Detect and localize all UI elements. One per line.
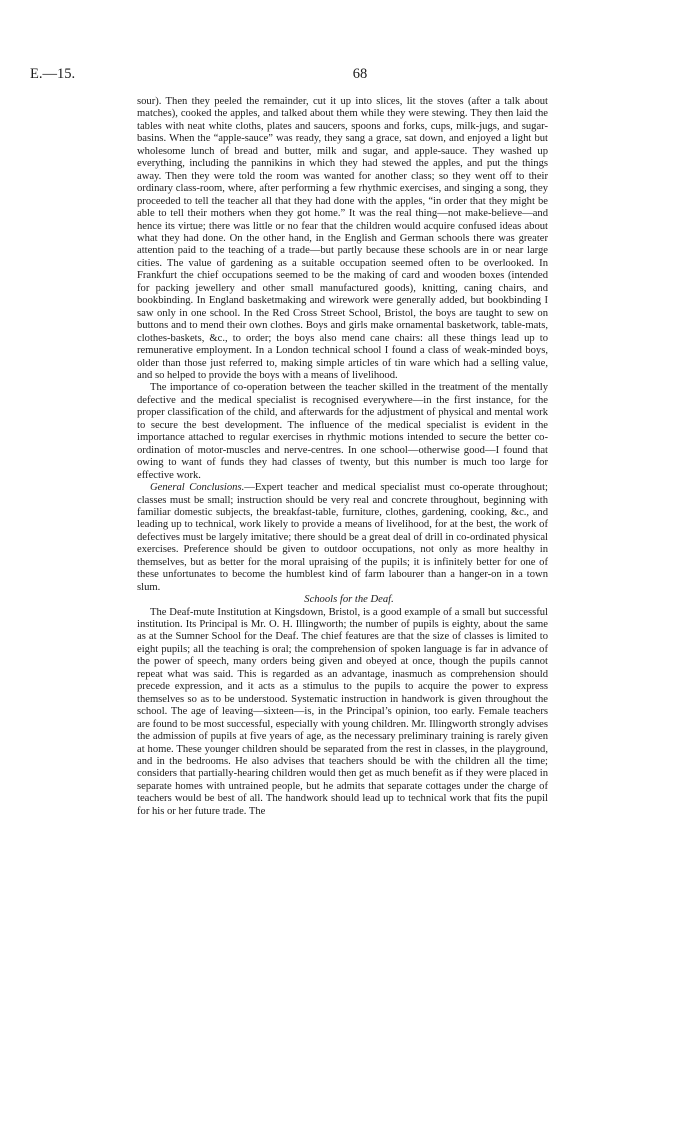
section-heading: Schools for the Deaf. — [304, 594, 394, 606]
side-heading: General Conclusions. — [150, 482, 245, 494]
paragraph-text: —Expert teacher and medical specialist must co-operate throughout; classes must be small; instruction should be very real and concrete throughout, beginning with familiar domestic subjects, the breakfast-table, furniture, clothes, gardening, cooking, &c., and leading up to technical, work likely to provide a means of livelihood, for at the best, the work of defectives must be largely imitative; there should be a great deal of drill in co-ordinated physical exercises. Preference should be given to outdoor occupations, not only as more healthy in themselves, but as better for the moral upraising of the pupils; it is infinitely better for one of these unfortunates to become the humblest kind of farm labourer than a hanger-on in a town slum. — [137, 482, 548, 593]
page-reference: E.—15. — [30, 66, 76, 82]
page-header — [30, 66, 670, 86]
paragraph: The Deaf-mute Institution at Kingsdown, Bristol, is a good example of a small but successful institution. Its Principal is Mr. O. H. Illingworth; the number of pupils is eighty, about the same as at the Sumner School for the Deaf. The chief features are that the size of classes is limited to eight pupils; all the teaching is oral; the comprehension of spoken language is far in advance of the power of speech, many orders being given and obeyed at once, though the pupils cannot repeat what was said. This is regarded as an advantage, inasmuch as comprehension should precede expression, and it acts as a stimulus to the pupils to acquire the power to express themselves so as to be understood. Systematic instruction in handwork is given throughout the school. The age of leaving—sixteen—is, in the Principal’s opinion, too early. Female teachers are found to be most successful, especially with young children. Mr. Illingworth strongly advises the admission of pupils at five years of age, as the necessary preliminary training is rarely given at home. These younger children should be separated from the rest in classes, in the playground, and in the bedrooms. He also advises that teachers should be with the children all the time; considers that partially-hearing children would then get as much benefit as if they were placed in separate homes with untrained people, but he admits that separate cottages under the charge of teachers would be best of all. The handwork should lead up to technical work that fits the pupil for his or her future trade. The — [137, 606, 548, 817]
body-text — [137, 96, 548, 818]
paragraph: sour). Then they peeled the remainder, cut it up into slices, lit the stoves (after a talk about matches), cooked the apples, and talked about them while they were stewing. They then laid the tables with neat white cloths, plates and saucers, spoons and forks, cups, milk-jugs, and sugar-basins. When the “apple-sauce” was ready, they sang a grace, sat down, and enjoyed a light but wholesome lunch of bread and butter, milk and sugar, and apple-sauce. They washed up everything, including the pannikins in which they had stewed the apples, and put the things away. Then they were told the room was wanted for another class; so they went off to their ordinary class-room, where, after performing a few rhythmic exercises, and singing a song, they proceeded to tell the teacher all that they had done with the apples, “in order that they might be able to tell their mothers when they got home.” It was the real thing—not make-believe—and hence its virtue; there was little or no fear that the children would acquire confused ideas about what they had done. On the other hand, in the English and German schools there was greater attention paid to the teaching of a trade—but partly because these schools are in or near large cities. The value of gardening as a suitable occupation seemed often to be overlooked. In Frankfurt the chief occupations seemed to be the making of card and wooden boxes (intended for packing jewellery and other small manufactured goods), knitting, caning chairs, and bookbinding. In England basketmaking and wirework were generally added, but bookbinding I saw only in one school. In the Red Cross Street School, Bristol, the boys are taught to sew on buttons and to mend their own clothes. Boys and girls make ornamental basketwork, table-mats, clothes-baskets, &c., to order; the boys also mend cane chairs: all these things lead up to remunerative employment. In a London technical school I found a class of weak-minded boys, older than those just referred to, making simple articles of tin ware which had a selling value, and so helped to provide the boys with a means of livelihood. — [137, 96, 548, 381]
paragraph: The importance of co-operation between the teacher skilled in the treatment of the mentally defective and the medical specialist is recognised everywhere—in the first instance, for the proper classification of the child, and afterwards for the adjustment of physical and mental work to secure the best development. The influence of the medical specialist is evident in the importance attached to regular exercises in rhythmic motions intended to secure the better co-ordination of motor-muscles and nerve-centres. In one school—otherwise good—I found that owing to want of funds they had classes of twenty, but this number is much too large for effective work. — [137, 382, 548, 481]
page-number: 68 — [352, 66, 368, 82]
paragraph — [137, 482, 548, 594]
